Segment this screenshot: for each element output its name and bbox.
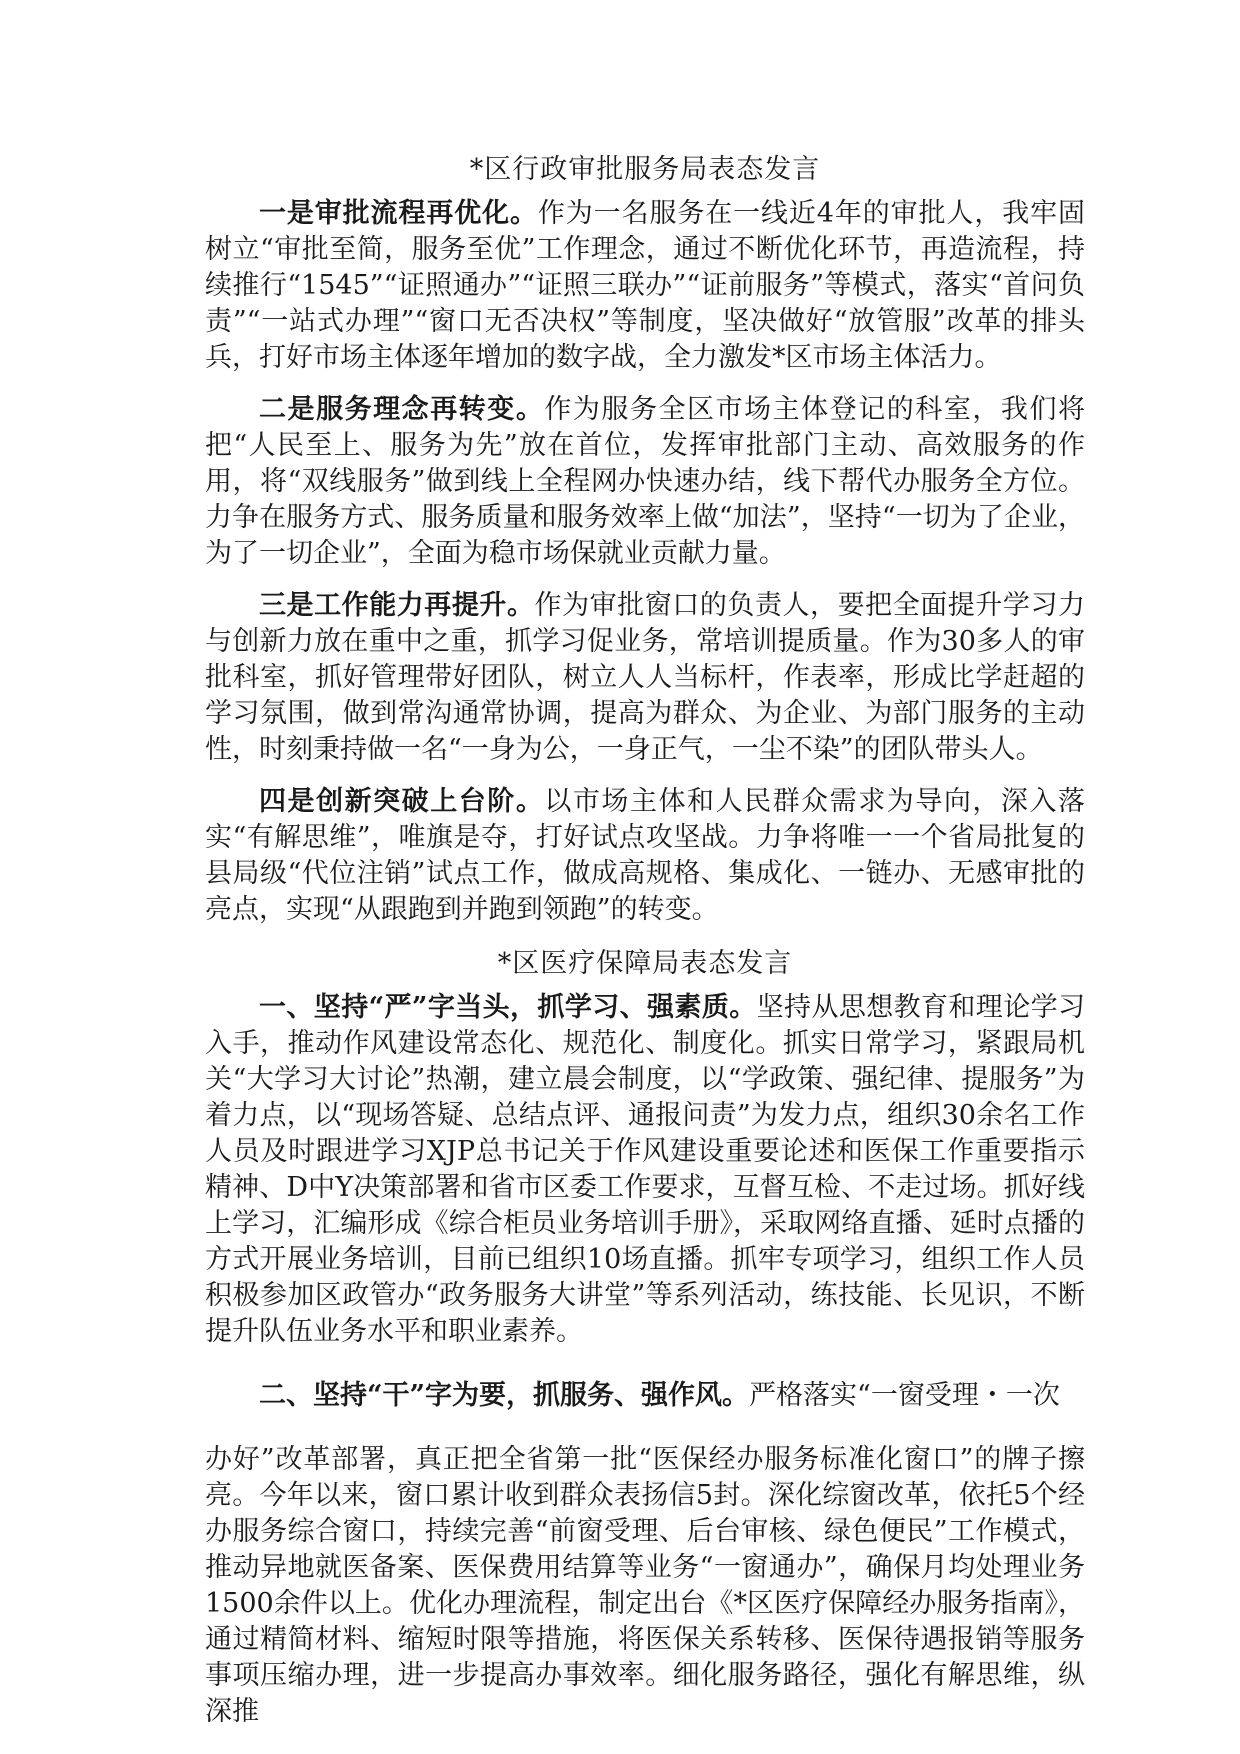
paragraph-text: 作为服务全区市场主体登记的科室，我们将把“人民至上、服务为先”放在首位，发挥审批部门主动、高效服务的作用，将“双线服务”做到线上全程网办快速办结，线下帮代办服务全方位。力争在服务方式、服务质量和服务效率上做“加法”，坚持“一切为了企业，为了一切企业”，全面为稳市场保就业贡献力量。 xyxy=(205,394,1086,569)
paragraph-service-concept xyxy=(205,392,1085,572)
section-title-medical-security-bureau: *区医疗保障局表态发言 xyxy=(497,948,793,979)
paragraph-text: 作为审批窗口的负责人，要把全面提升学习力与创新力放在重中之重，抓学习促业务，常培训提质量。作为30多人的审批科室，抓好管理带好团队，树立人人当标杆，作表率，形成比学赶超的学习氛围，做到常沟通常协调，提高为群众、为企业、为部门服务的主动性，时刻秉持做一名“一身为公，一身正气，一尘不染”的团队带头人。 xyxy=(205,590,1086,765)
paragraph-service-style xyxy=(205,1378,1085,1414)
paragraph-lead: 三是工作能力再提升。 xyxy=(259,590,535,621)
paragraph-lead: 一、坚持“严”字当头，抓学习、强素质。 xyxy=(259,992,757,1023)
document-page xyxy=(205,150,1085,1746)
paragraph-lead: 二、坚持“干”字为要，抓服务、强作风。 xyxy=(259,1380,750,1411)
paragraph-approval-process xyxy=(205,196,1085,376)
paragraph-lead: 二是服务理念再转变。 xyxy=(259,394,545,425)
paragraph-innovation xyxy=(205,784,1085,928)
paragraph-lead: 四是创新突破上台阶。 xyxy=(259,786,545,817)
paragraph-text: 坚持从思想教育和理论学习入手，推动作风建设常态化、规范化、制度化。抓实日常学习，紧跟局机关“大学习大讨论”热潮，建立晨会制度，以“学政策、强纪律、提服务”为着力点，以“现场答疑、总结点评、通报问责”为发力点，组织30余名工作人员及时跟进学习XJP总书记关于作风建设重要论述和医保工作重要指示精神、D中Y决策部署和省市区委工作要求，互督互检、不走过场。抓好线上学习，汇编形成《综合柜员业务培训手册》，采取网络直播、延时点播的方式开展业务培训，目前已组织10场直播。抓牢专项学习，组织工作人员积极参加区政管办“政务服务大讲堂”等系列活动，练技能、长见识，不断提升队伍业务水平和职业素养。 xyxy=(205,992,1086,1347)
paragraph-strict-study xyxy=(205,990,1085,1350)
paragraph-text: 以市场主体和人民群众需求为导向，深入落实“有解思维”，唯旗是夺，打好试点攻坚战。力争将唯一一个省局批复的县局级“代位注销”试点工作，做成高规格、集成化、一链办、无感审批的亮点，实现“从跟跑到并跑到领跑”的转变。 xyxy=(205,786,1086,925)
section-title-approval-bureau: *区行政审批服务局表态发言 xyxy=(469,154,821,185)
paragraph-lead: 一是审批流程再优化。 xyxy=(259,198,538,229)
paragraph-text: 作为一名服务在一线近4年的审批人，我牢固树立“审批至简，服务至优”工作理念，通过不断优化环节，再造流程，持续推行“1545”“证照通办”“证照三联办”“证前服务”等模式，落实“首问负责”“一站式办理”“窗口无否决权”等制度，坚决做好“放管服”改革的排头兵，打好市场主体逐年增加的数字战，全力激发*区市场主体活力。 xyxy=(205,198,1085,373)
paragraph-text: 严格落实“一窗受理・一次 xyxy=(749,1380,1060,1411)
paragraph-work-ability xyxy=(205,588,1085,768)
paragraph-service-style-continued: 办好”改革部署，真正把全省第一批“医保经办服务标准化窗口”的牌子擦亮。今年以来，窗口累计收到群众表扬信5封。深化综窗改革，依托5个经办服务综合窗口，持续完善“前窗受理、后台审核、绿色便民”工作模式，推动异地就医备案、医保费用结算等业务“一窗通办”，确保月均处理业务1500余件以上。优化办理流程，制定出台《*区医疗保障经办服务指南》，通过精简材料、缩短时限等措施，将医保关系转移、医保待遇报销等服务事项压缩办理，进一步提高办事效率。细化服务路径，强化有解思维，纵深推 xyxy=(205,1444,1085,1727)
